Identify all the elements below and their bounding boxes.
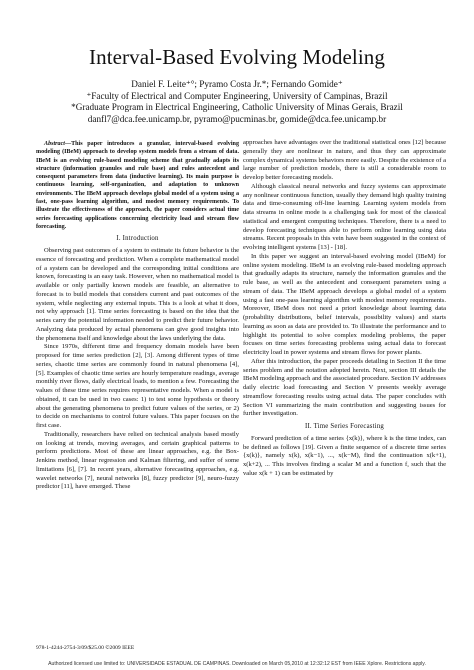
intro-paragraph-7: After this introduction, the paper proceeds detailing in Section II the time series problem and the notation adopted herein. Next, section III details the IBeM modeling approach and the associated procedure. Section IV addresses daily electric load forecasting and Section V presents weekly average streamflow forecasting results using actual data. The paper concludes with Section VI summarizing the main contribution and suggesting issues for further investigation.: [243, 357, 446, 418]
affiliation-1: ⁺Faculty of Electrical and Computer Engineering, University of Campinas, Brazil: [86, 90, 388, 101]
abstract: [36, 140, 239, 231]
right-column: [243, 139, 446, 479]
paper-title: Interval-Based Evolving Modeling: [89, 45, 385, 69]
license-footer: Authorized licensed use limited to: UNIVERSIDADE ESTADUAL DE CAMPINAS. Downloaded on March 05,2010 at 12:32:12 EST from IEEE Xplore. Restrictions apply.: [48, 661, 426, 667]
author-names: Daniel F. Leite⁺°; Pyramo Costa Jr.*; Fernando Gomide⁺: [131, 79, 343, 89]
abstract-label: Abstract: [44, 141, 65, 147]
intro-paragraph-2: Since 1970s, different time and frequency domain models have been proposed for time series prediction [2], [3]. Among different types of time series, chaotic time series are commonly found in natural phenomena [4], [5]. Examples of chaotic time series are hourly temperature readings, average monthly river flows, daily electrical loads, to mention a few. Forecasting the values of these time series requires representative models. When a model is obtained, it can be used in two cases: 1) to test some hypothesis or theory about the generating phenomena to predict future values of the series, or 2) to decide on mechanisms to control future values. This paper focuses on the first case.: [36, 343, 239, 430]
author-block: [0, 79, 474, 125]
tsf-paragraph-1: Forward prediction of a time series {x(k)}, where k is the time index, can be defined as follows [19]. Given a finite sequence of a discrete time series {x(k)}, namely x(k), x(k−1), ..., x(k−M), find the continuation x(k+1), x(k+2), ... This involves finding a scalar M and a function f, such that the value x(k + 1) can be estimated by: [243, 434, 446, 477]
affiliation-2: *Graduate Program in Electrical Engineering, Catholic University of Minas Gerais, Brazil: [71, 102, 403, 112]
isbn-footer: 978-1-4244-2754-3/09/$25.00 ©2009 IEEE: [36, 645, 135, 651]
abstract-text: —This paper introduces a granular, interval-based evolving modeling (IBeM) approach to develop system models from a stream of data. IBeM is an evolving rule-based modeling scheme that gradually adapts its structure (information granules and rule base) and rules antecedent and consequent parameters from data (inductive learning). Its main purpose is continuous learning, self-organization, and adaptation to unknown environments. The IBeM approach develops global model of a system using a fast, one-pass learning algorithm, and modest memory requirements. To illustrate the effectiveness of the approach, the paper considers actual time series forecasting applications concerning electricity load and stream flow forecasting.: [36, 141, 239, 230]
intro-paragraph-1: Observing past outcomes of a system to estimate its future behavior is the essence of forecasting and prediction. When a complete mathematical model of a system can be developed and the corresponding initial conditions are known, forecasting is an easy task. However, when no mathematical model is available or only partially known models are feasible, an alternative to forecast is to build models that considers current and past outcomes of the system, while neglecting any external inputs. This is a look at what it does, not why approach [1]. Time series forecasting is based on the idea that the series carry the potential information needed to predict their future behavior. Analyzing data produced by actual phenomena can give good insights into the phenomena itself and knowledge about the laws underlying the data.: [36, 247, 239, 342]
intro-paragraph-6: In this paper we suggest an interval-based evolving model (IBeM) for online system modeling. IBeM is an evolving rule-based modeling approach that gradually adapts its structure, namely the information granules and the rule base, as well as the antecedent and consequent parameters using a stream of data. The IBeM approach develops a global model of a system using a fast one-pass learning algorithm with modest memory requirements. Moreover, IBeM does not need a priori knowledge about learning data (probability distributions, belief intervals, possibility values) and starts learning as soon as data are provided to. To illustrate the performance and to highlight its potential to solve complex modeling problems, the paper focuses on time series forecasting problems using actual data to forecast electricity load in power systems and stream flows for power plants.: [243, 252, 446, 356]
intro-paragraph-5: Although classical neural networks and fuzzy systems can approximate any nonlinear continuous function, usually they demand high quality training data and time-consuming off-line learning. Learning system models from data streams in online mode is a challenging task for most of the classical statistical and emergent computing techniques. Therefore, there is a need to develop forecasting techniques able to perform online learning using data streams. Recent proposals in this vein have been suggested in the context of evolving intelligent systems [13] - [18].: [243, 182, 446, 251]
section-heading-time-series: II. Time Series Forecasting: [304, 423, 385, 430]
left-column: [36, 140, 239, 492]
intro-paragraph-3: Traditionally, researchers have relied on technical analysis based mostly on looking at trends, moving averages, and certain graphical patterns to perform predictions. Most of these are linear approaches, e.g. the Box-Jenkins method, linear regression and Kalman filtering, and suffer of some limitations [6], [7]. In recent years, alternative forecasting approaches, e.g. wavelet networks [7], neural networks [8], fuzzy predictor [9], neuro-fuzzy predictor [11], have emerged. These: [36, 430, 239, 491]
author-emails: danfl7@dca.fee.unicamp.br, pyramo@pucminas.br, gomide@dca.fee.unicamp.br: [87, 113, 387, 124]
section-heading-introduction: I. Introduction: [116, 235, 159, 243]
intro-paragraph-4: approaches have advantages over the traditional statistical ones [12] because generally they are nonlinear in nature, and thus they can approximate complex dynamical systems behaviors more easily. Despite the existence of a large number of prediction models, there is still a considerable room to develop better forecasting models.: [243, 139, 447, 181]
